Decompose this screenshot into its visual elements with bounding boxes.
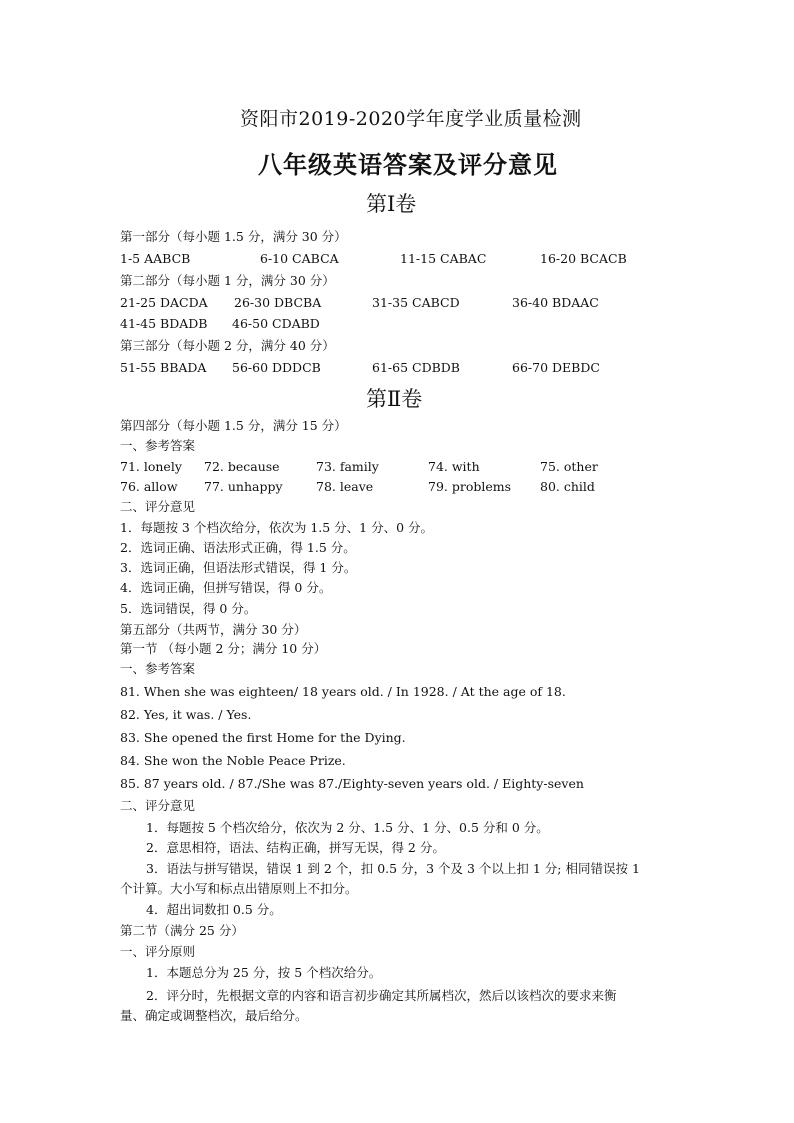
grading-rule: 2．意思相符，语法、结构正确，拼写无误，得 2 分。 xyxy=(146,840,445,855)
principle-rule: 1．本题总分为 25 分，按 5 个档次给分。 xyxy=(146,965,382,980)
answer-item: 75. other xyxy=(540,459,598,474)
answer-item: 71. lonely xyxy=(120,459,182,474)
grading-rule: 4．选词正确，但拼写错误，得 0 分。 xyxy=(120,580,332,595)
answer-group: 26-30 DBCBA xyxy=(234,295,322,310)
grading-rule: 3．语法与拼写错误，错误 1 到 2 个，扣 0.5 分，3 个及 3 个以上扣 1 分; 相同错误按 1 xyxy=(146,861,640,876)
part-5-label: 第五部分（共两节，满分 30 分） xyxy=(120,622,307,637)
grading-label: 二、评分意见 xyxy=(120,499,196,514)
part-2-label: 第二部分（每小题 1 分，满分 30 分） xyxy=(120,273,335,288)
grading-rule: 4．超出词数扣 0.5 分。 xyxy=(146,902,282,917)
grading-rule-continued: 个计算。大小写和标点出错原则上不扣分。 xyxy=(120,881,358,896)
principles-label: 一、评分原则 xyxy=(120,944,196,959)
part-4-label: 第四部分（每小题 1.5 分，满分 15 分） xyxy=(120,418,347,433)
answer-group: 1-5 AABCB xyxy=(120,251,191,266)
grading-rule: 1．每题按 5 个档次给分，依次为 2 分、1.5 分、1 分、0.5 分和 0 分。 xyxy=(146,820,549,835)
answer-item: 73. family xyxy=(316,459,379,474)
answer-group: 6-10 CABCA xyxy=(260,251,339,266)
answer-item: 78. leave xyxy=(316,479,374,494)
part-1-label: 第一部分（每小题 1.5 分，满分 30 分） xyxy=(120,229,347,244)
answer-item: 79. problems xyxy=(428,479,512,494)
part-3-label: 第三部分（每小题 2 分，满分 40 分） xyxy=(120,338,335,353)
section-2-label: 第二节（满分 25 分） xyxy=(120,923,244,938)
answer-sentence: 85. 87 years old. / 87./She was 87./Eighty-seven years old. / Eighty-seven xyxy=(120,776,584,791)
answer-sentence: 84. She won the Noble Peace Prize. xyxy=(120,753,346,768)
answer-item: 77. unhappy xyxy=(204,479,283,494)
grading-rule: 1．每题按 3 个档次给分，依次为 1.5 分、1 分、0 分。 xyxy=(120,520,434,535)
answer-group: 41-45 BDADB xyxy=(120,316,208,331)
answer-sentence: 82. Yes, it was. / Yes. xyxy=(120,707,252,722)
answer-sentence: 81. When she was eighteen/ 18 years old. / In 1928. / At the age of 18. xyxy=(120,684,566,699)
answer-group: 56-60 DDDCB xyxy=(232,360,321,375)
answer-group: 16-20 BCACB xyxy=(540,251,627,266)
answer-group: 51-55 BBADA xyxy=(120,360,207,375)
principle-rule: 2．评分时，先根据文章的内容和语言初步确定其所属档次，然后以该档次的要求来衡 xyxy=(146,988,617,1003)
grading-label: 二、评分意见 xyxy=(120,798,196,813)
reference-answers-label: 一、参考答案 xyxy=(120,438,196,453)
answer-item: 72. because xyxy=(204,459,280,474)
answer-item: 74. with xyxy=(428,459,480,474)
answer-item: 76. allow xyxy=(120,479,178,494)
answer-sentence: 83. She opened the first Home for the Dying. xyxy=(120,730,406,745)
reference-answers-label: 一、参考答案 xyxy=(120,661,196,676)
volume-1-heading: 第Ⅰ卷 xyxy=(366,192,417,216)
grading-rule: 5．选词错误，得 0 分。 xyxy=(120,601,257,616)
document-title: 资阳市2019-2020学年度学业质量检测 xyxy=(240,108,582,130)
answer-group: 11-15 CABAC xyxy=(400,251,487,266)
answer-group: 61-65 CDBDB xyxy=(372,360,460,375)
volume-2-heading: 第Ⅱ卷 xyxy=(366,387,423,411)
section-1-label: 第一节 （每小题 2 分；满分 10 分） xyxy=(120,641,327,656)
document-subtitle: 八年级英语答案及评分意见 xyxy=(258,150,558,179)
answer-group: 31-35 CABCD xyxy=(372,295,460,310)
grading-rule: 2．选词正确、语法形式正确，得 1.5 分。 xyxy=(120,540,356,555)
answer-group: 36-40 BDAAC xyxy=(512,295,599,310)
answer-group: 66-70 DEBDC xyxy=(512,360,600,375)
answer-group: 46-50 CDABD xyxy=(232,316,320,331)
principle-rule-continued: 量、确定或调整档次，最后给分。 xyxy=(120,1008,308,1023)
answer-group: 21-25 DACDA xyxy=(120,295,208,310)
answer-item: 80. child xyxy=(540,479,595,494)
grading-rule: 3．选词正确，但语法形式错误，得 1 分。 xyxy=(120,560,357,575)
